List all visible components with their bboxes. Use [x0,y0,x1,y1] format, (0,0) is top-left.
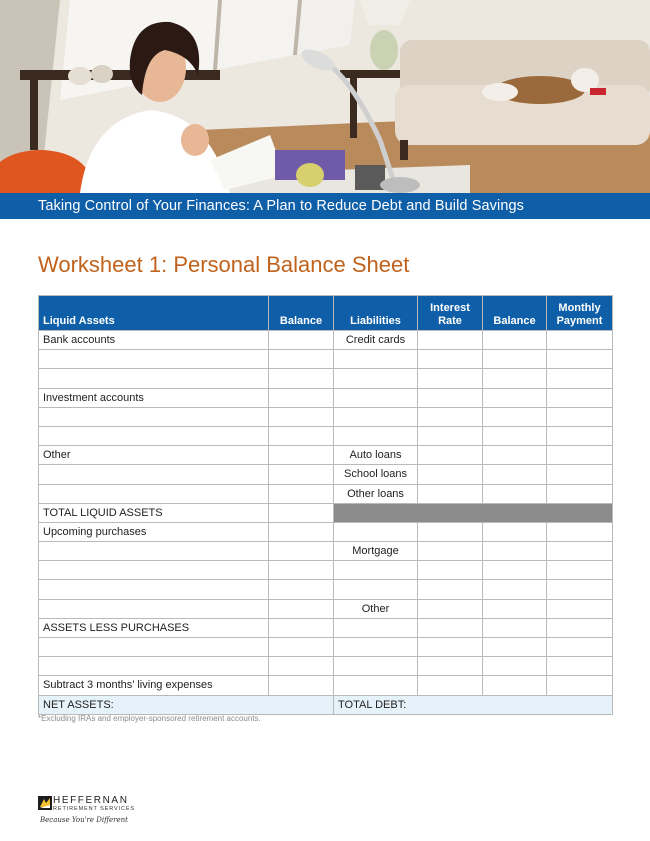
company-logo [38,795,138,827]
liability-label-cell [334,580,418,599]
asset-label-cell [39,542,269,561]
monthly-payment-cell[interactable] [547,350,613,369]
liability-label-cell: Other [334,599,418,618]
asset-balance-cell[interactable] [269,599,334,618]
asset-balance-cell[interactable] [269,522,334,541]
monthly-payment-cell[interactable] [547,542,613,561]
liability-balance-cell[interactable] [483,388,547,407]
table-row [39,369,613,388]
liability-balance-cell[interactable] [483,542,547,561]
asset-balance-cell[interactable] [269,446,334,465]
liability-balance-cell[interactable] [483,407,547,426]
table-row [39,522,613,541]
table-row [39,618,613,637]
asset-label-cell [39,407,269,426]
monthly-payment-cell[interactable] [547,369,613,388]
monthly-payment-cell[interactable] [547,657,613,676]
table-row [39,446,613,465]
asset-balance-cell[interactable] [269,484,334,503]
table-row [39,350,613,369]
asset-label-cell [39,350,269,369]
net-assets-label: NET ASSETS: [39,695,334,714]
monthly-payment-cell[interactable] [547,446,613,465]
asset-balance-cell[interactable] [269,561,334,580]
asset-balance-cell[interactable] [269,465,334,484]
liability-balance-cell[interactable] [483,618,547,637]
table-row [39,426,613,445]
liability-label-cell [334,618,418,637]
monthly-payment-cell[interactable] [547,618,613,637]
liability-balance-cell[interactable] [483,369,547,388]
liability-balance-cell[interactable] [483,676,547,695]
interest-rate-cell[interactable] [418,446,483,465]
logo-mark-icon [38,796,52,810]
asset-label-cell [39,599,269,618]
asset-balance-cell[interactable] [269,331,334,350]
asset-label-cell [39,465,269,484]
interest-rate-cell[interactable] [418,426,483,445]
balance-sheet-table [38,295,613,715]
header-interest-rate [418,296,483,331]
asset-label-cell [39,484,269,503]
asset-balance-cell[interactable] [269,407,334,426]
interest-rate-cell[interactable] [418,388,483,407]
liability-balance-cell[interactable] [483,350,547,369]
interest-rate-cell[interactable] [418,542,483,561]
asset-balance-cell[interactable] [269,676,334,695]
header-monthly-payment-line1: Monthly [558,302,601,314]
asset-label-cell [39,426,269,445]
interest-rate-cell[interactable] [418,561,483,580]
liability-balance-cell[interactable] [483,657,547,676]
liability-label-cell [334,657,418,676]
logo-tagline: Because You're Different [40,816,128,824]
interest-rate-cell[interactable] [418,676,483,695]
asset-label-cell: ASSETS LESS PURCHASES [39,618,269,637]
liability-balance-cell[interactable] [483,580,547,599]
hero-photo [0,0,650,193]
asset-balance-cell[interactable] [269,618,334,637]
logo-subtitle: RETIREMENT SERVICES [53,806,135,812]
liability-label-cell [334,426,418,445]
liability-balance-cell[interactable] [483,331,547,350]
monthly-payment-cell[interactable] [547,407,613,426]
asset-label-cell: Other [39,446,269,465]
monthly-payment-cell[interactable] [547,522,613,541]
liability-label-cell: Other loans [334,484,418,503]
liability-balance-cell[interactable] [483,446,547,465]
header-banner [0,193,650,219]
liability-label-cell: Credit cards [334,331,418,350]
liability-label-cell [334,369,418,388]
interest-rate-cell[interactable] [418,599,483,618]
liability-label-cell [334,388,418,407]
interest-rate-cell[interactable] [418,369,483,388]
liability-balance-cell[interactable] [483,561,547,580]
table-row [39,676,613,695]
interest-rate-cell[interactable] [418,638,483,657]
table-row [39,503,613,522]
monthly-payment-cell[interactable] [547,561,613,580]
interest-rate-cell[interactable] [418,522,483,541]
interest-rate-cell[interactable] [418,407,483,426]
monthly-payment-cell[interactable] [547,465,613,484]
header-monthly-payment-line2: Payment [556,315,603,327]
header-interest-rate-line2: Rate [438,315,462,327]
monthly-payment-cell[interactable] [547,638,613,657]
asset-balance-cell[interactable] [269,542,334,561]
liability-label-cell [334,561,418,580]
asset-balance-cell[interactable] [269,503,334,522]
asset-label-cell [39,561,269,580]
asset-balance-cell[interactable] [269,388,334,407]
liability-balance-cell[interactable] [483,426,547,445]
asset-label-cell: Investment accounts [39,388,269,407]
asset-label-cell: Upcoming purchases [39,522,269,541]
asset-balance-cell[interactable] [269,638,334,657]
asset-balance-cell[interactable] [269,369,334,388]
liability-label-cell [334,350,418,369]
asset-label-cell: Bank accounts [39,331,269,350]
monthly-payment-cell[interactable] [547,580,613,599]
asset-balance-cell[interactable] [269,580,334,599]
interest-rate-cell[interactable] [418,331,483,350]
table-row [39,657,613,676]
table-row [39,331,613,350]
table-row [39,580,613,599]
header-monthly-payment [547,296,613,331]
hero-illustration [0,0,650,193]
table-row [39,542,613,561]
monthly-payment-cell[interactable] [547,426,613,445]
liability-balance-cell[interactable] [483,599,547,618]
liabilities-separator-band [334,503,613,522]
page-title: Worksheet 1: Personal Balance Sheet [38,252,410,277]
asset-label-cell: TOTAL LIQUID ASSETS [39,503,269,522]
interest-rate-cell[interactable] [418,657,483,676]
monthly-payment-cell[interactable] [547,599,613,618]
banner-text: Taking Control of Your Finances: A Plan to Reduce Debt and Build Savings [38,198,525,214]
asset-label-cell [39,369,269,388]
liability-balance-cell[interactable] [483,522,547,541]
table-row [39,484,613,503]
header-liabilities: Liabilities [334,296,418,331]
header-balance-liabilities: Balance [483,296,547,331]
liability-balance-cell[interactable] [483,484,547,503]
table-header-row [39,296,613,331]
footnote: *Excluding IRAs and employer-sponsored retirement accounts. [38,714,261,723]
monthly-payment-cell[interactable] [547,676,613,695]
table-row [39,561,613,580]
header-liquid-assets: Liquid Assets [39,296,269,331]
table-row [39,599,613,618]
monthly-payment-cell[interactable] [547,484,613,503]
table-row [39,407,613,426]
interest-rate-cell[interactable] [418,484,483,503]
asset-balance-cell[interactable] [269,426,334,445]
interest-rate-cell[interactable] [418,580,483,599]
asset-label-cell [39,657,269,676]
header-balance: Balance [269,296,334,331]
interest-rate-cell[interactable] [418,465,483,484]
table-row [39,465,613,484]
liability-label-cell [334,407,418,426]
asset-label-cell: Subtract 3 months’ living expenses [39,676,269,695]
monthly-payment-cell[interactable] [547,331,613,350]
asset-balance-cell[interactable] [269,350,334,369]
table-row [39,638,613,657]
interest-rate-cell[interactable] [418,350,483,369]
total-debt-label: TOTAL DEBT: [334,695,613,714]
liability-label-cell: School loans [334,465,418,484]
liability-label-cell [334,522,418,541]
asset-label-cell [39,580,269,599]
liability-label-cell [334,638,418,657]
asset-balance-cell[interactable] [269,657,334,676]
monthly-payment-cell[interactable] [547,388,613,407]
logo-brand: HEFFERNAN [53,795,129,806]
table-row [39,388,613,407]
header-interest-rate-line1: Interest [430,302,470,314]
liability-label-cell [334,676,418,695]
liability-balance-cell[interactable] [483,638,547,657]
table-footer-row [39,695,613,714]
interest-rate-cell[interactable] [418,618,483,637]
liability-label-cell: Mortgage [334,542,418,561]
liability-balance-cell[interactable] [483,465,547,484]
asset-label-cell [39,638,269,657]
liability-label-cell: Auto loans [334,446,418,465]
